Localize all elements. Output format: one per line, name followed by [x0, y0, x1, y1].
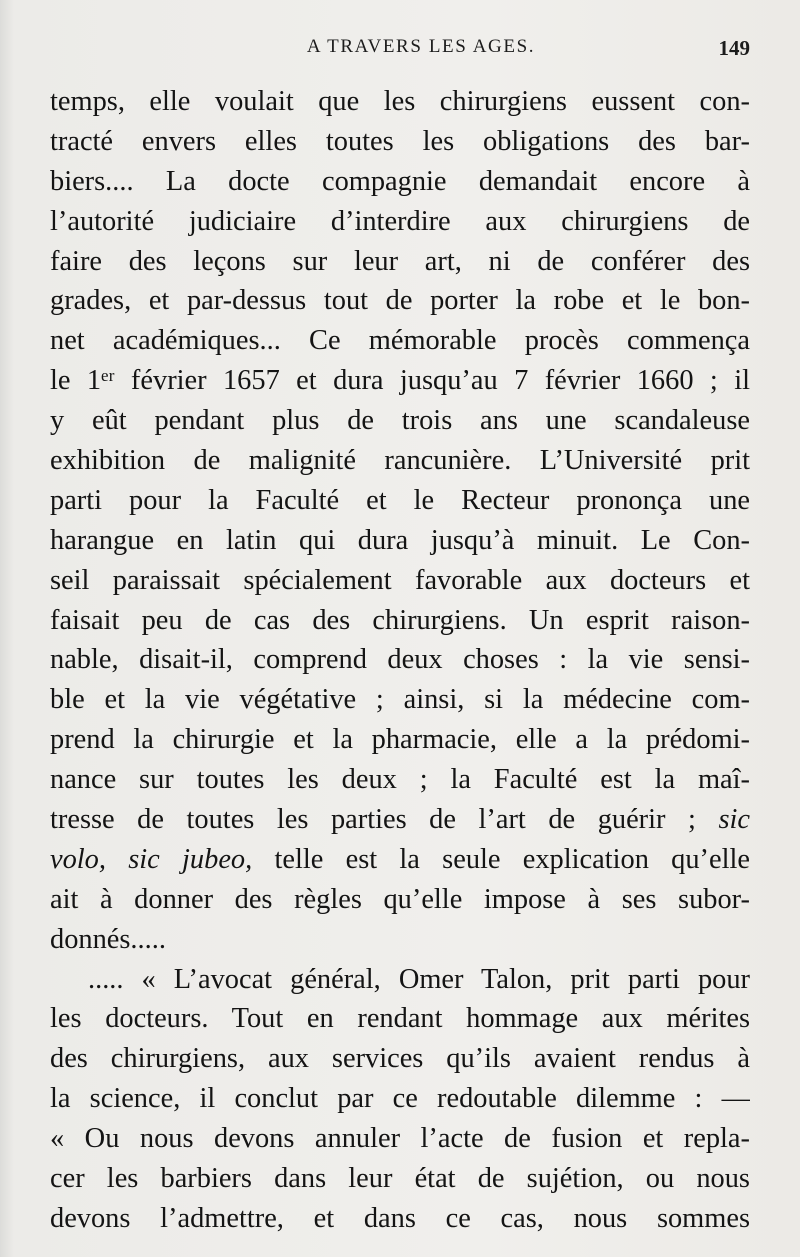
text-line: prend la chirurgie et la pharmacie, elle a la prédomi- — [50, 724, 750, 756]
page-number: 149 — [718, 36, 750, 60]
text-line: le 1ᵉʳ février 1657 et dura jusqu’au 7 février 1660 ; il — [50, 365, 750, 397]
text-line: harangue en latin qui dura jusqu’à minuit. Le Con- — [50, 524, 750, 556]
text-line: faisait peu de cas des chirurgiens. Un esprit raison- — [50, 604, 750, 636]
text-line: cer les barbiers dans leur état de sujétion, ou nous — [50, 1163, 750, 1195]
text-line: nance sur toutes les deux ; la Faculté est la maî- — [50, 764, 750, 796]
text-line-with-italic — [50, 800, 750, 840]
text-line: y eût pendant plus de trois ans une scandaleuse — [50, 405, 750, 437]
text-line: donnés..... — [50, 923, 166, 955]
text-line: ait à donner des règles qu’elle impose à ses subor- — [50, 883, 750, 915]
text-line: grades, et par-dessus tout de porter la robe et le bon- — [50, 285, 750, 317]
text-line: biers.... La docte compagnie demandait encore à — [50, 165, 750, 197]
text-line: les docteurs. Tout en rendant hommage aux mérites — [50, 1003, 750, 1035]
text-line: seil paraissait spécialement favorable aux docteurs et — [50, 564, 750, 596]
running-head — [52, 36, 750, 66]
italic-latin-text: volo, sic jubeo, — [50, 843, 253, 875]
text-line: faire des leçons sur leur art, ni de conférer des — [50, 245, 750, 277]
body-text — [50, 82, 750, 1239]
text-segment: tresse de toutes les parties de l’art de guérir ; — [50, 804, 719, 836]
text-line: devons l’admettre, et dans ce cas, nous sommes — [50, 1202, 750, 1234]
text-line: des chirurgiens, aux services qu’ils avaient rendus à — [50, 1043, 750, 1075]
italic-latin-text: sic — [718, 804, 750, 836]
text-line: tracté envers elles toutes les obligations des bar- — [50, 125, 750, 157]
text-line: ..... « L’avocat général, Omer Talon, prit parti pour — [88, 963, 750, 995]
text-line-with-italic — [50, 840, 750, 880]
text-line: temps, elle voulait que les chirurgiens eussent con- — [50, 86, 750, 117]
text-line: nable, disait-il, comprend deux choses : la vie sensi- — [50, 644, 750, 676]
text-line: l’autorité judiciaire d’interdire aux chirurgiens de — [50, 205, 750, 237]
text-line: la science, il conclut par ce redoutable dilemme : — — [50, 1083, 750, 1115]
text-line: net académiques... Ce mémorable procès commença — [50, 325, 750, 357]
text-line: ble et la vie végétative ; ainsi, si la médecine com- — [50, 684, 750, 716]
text-line: exhibition de malignité rancunière. L’Université prit — [50, 445, 750, 477]
text-segment: telle est la seule explication qu’elle — [252, 843, 750, 875]
text-line: parti pour la Faculté et le Recteur prononça une — [50, 484, 750, 516]
text-line: « Ou nous devons annuler l’acte de fusion et repla- — [50, 1123, 750, 1155]
running-title: A TRAVERS LES AGES. — [306, 36, 536, 57]
